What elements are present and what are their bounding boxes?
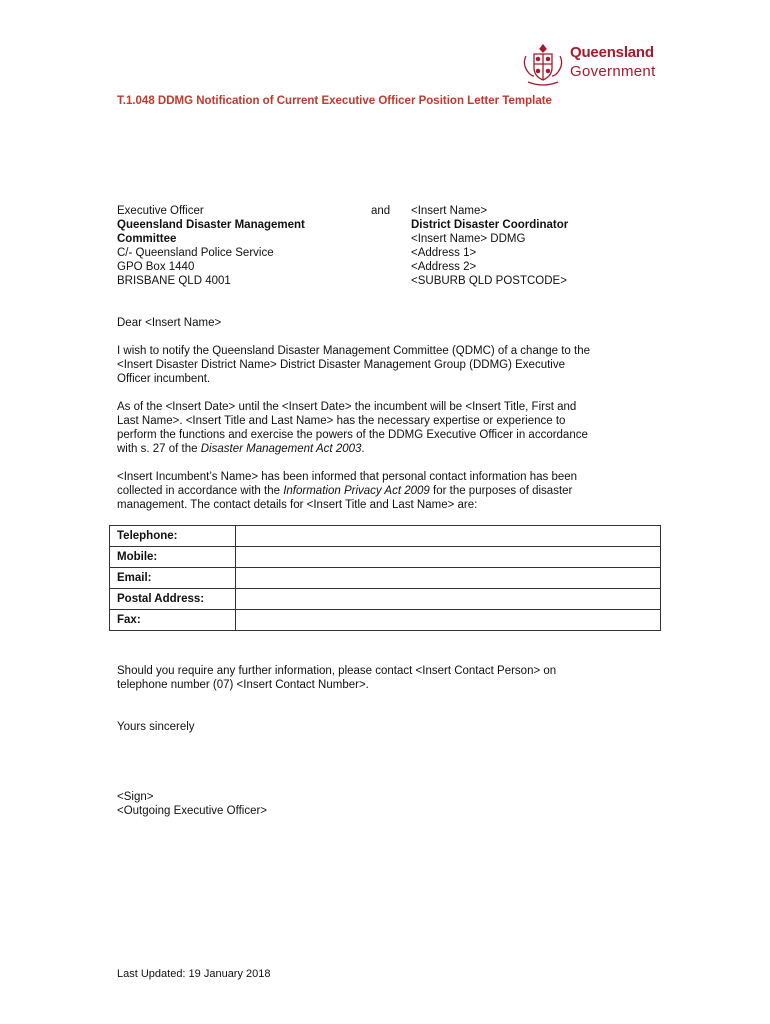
- paragraph-line: [117, 442, 662, 456]
- address-line: Committee: [117, 233, 177, 245]
- paragraph-line: [117, 484, 662, 498]
- row-label: Telephone:: [110, 526, 236, 547]
- table-row: [110, 589, 661, 610]
- text-segment: .: [361, 443, 365, 455]
- address-line: GPO Box 1440: [117, 261, 195, 273]
- text-segment: for the purposes of disaster: [429, 485, 573, 497]
- act-reference: Disaster Management Act 2003: [200, 443, 362, 455]
- contact-details-table: [109, 525, 661, 631]
- address-line: <Address 1>: [411, 247, 477, 259]
- paragraph-line: perform the functions and exercise the powers of the DDMG Executive Officer in accordance: [117, 429, 588, 441]
- signature-block: [117, 790, 662, 818]
- signature-line: <Sign>: [117, 791, 154, 803]
- salutation: Dear <Insert Name>: [117, 317, 222, 329]
- coat-of-arms-icon: [520, 42, 566, 88]
- paragraph-line: telephone number (07) <Insert Contact Number>.: [117, 679, 369, 691]
- closing: Yours sincerely: [117, 721, 195, 733]
- last-updated-footer: Last Updated: 19 January 2018: [117, 968, 271, 980]
- qld-government-logo: [520, 42, 660, 88]
- row-label: Email:: [110, 568, 236, 589]
- paragraph-line: Officer incumbent.: [117, 373, 211, 385]
- address-line: Executive Officer: [117, 205, 204, 217]
- row-label: Fax:: [110, 610, 236, 631]
- address-line: C/- Queensland Police Service: [117, 247, 274, 259]
- row-value[interactable]: [236, 547, 661, 568]
- table-row: [110, 526, 661, 547]
- text-segment: collected in accordance with the: [117, 485, 284, 497]
- table-row: [110, 568, 661, 589]
- paragraph-line: I wish to notify the Queensland Disaster Management Committee (QDMC) of a change to the: [117, 345, 590, 357]
- paragraph-notification: [117, 344, 662, 386]
- paragraph-line: <Insert Incumbent’s Name> has been informed that personal contact information has been: [117, 471, 578, 483]
- paragraph-privacy: [117, 470, 662, 512]
- row-label: Mobile:: [110, 547, 236, 568]
- act-reference: Information Privacy Act 2009: [283, 485, 430, 497]
- table-row: [110, 610, 661, 631]
- address-line: <Address 2>: [411, 261, 477, 273]
- paragraph-line: management. The contact details for <Insert Title and Last Name> are:: [117, 499, 478, 511]
- paragraph-line: As of the <Insert Date> until the <Insert Date> the incumbent will be <Insert Title, First and: [117, 401, 577, 413]
- signature-line: <Outgoing Executive Officer>: [117, 805, 268, 817]
- address-line: BRISBANE QLD 4001: [117, 275, 231, 287]
- paragraph-line: <Insert Disaster District Name> District Disaster Management Group (DDMG) Executive: [117, 359, 565, 371]
- and-label: and: [371, 205, 391, 217]
- paragraph-line: Should you require any further information, please contact <Insert Contact Person> on: [117, 665, 557, 677]
- paragraph-incumbent: [117, 400, 662, 456]
- coordinator-address: [411, 204, 568, 288]
- row-value[interactable]: [236, 568, 661, 589]
- document-title: T.1.048 DDMG Notification of Current Executive Officer Position Letter Template: [117, 95, 552, 107]
- text-segment: with s. 27 of the: [117, 443, 201, 455]
- address-line: <Insert Name>: [411, 205, 488, 217]
- row-label: Postal Address:: [110, 589, 236, 610]
- address-line: <SUBURB QLD POSTCODE>: [411, 275, 567, 287]
- address-line: <Insert Name> DDMG: [411, 233, 526, 245]
- logo-line-queensland: Queensland: [570, 44, 654, 61]
- row-value[interactable]: [236, 610, 661, 631]
- table-row: [110, 547, 661, 568]
- logo-line-government: Government: [570, 63, 656, 80]
- recipient-address: [117, 204, 305, 288]
- paragraph-line: Last Name>. <Insert Title and Last Name> has the necessary expertise or experience to: [117, 415, 566, 427]
- row-value[interactable]: [236, 589, 661, 610]
- address-line: Queensland Disaster Management: [117, 219, 305, 231]
- row-value[interactable]: [236, 526, 661, 547]
- address-line: District Disaster Coordinator: [411, 219, 569, 231]
- paragraph-further-info: [117, 664, 662, 692]
